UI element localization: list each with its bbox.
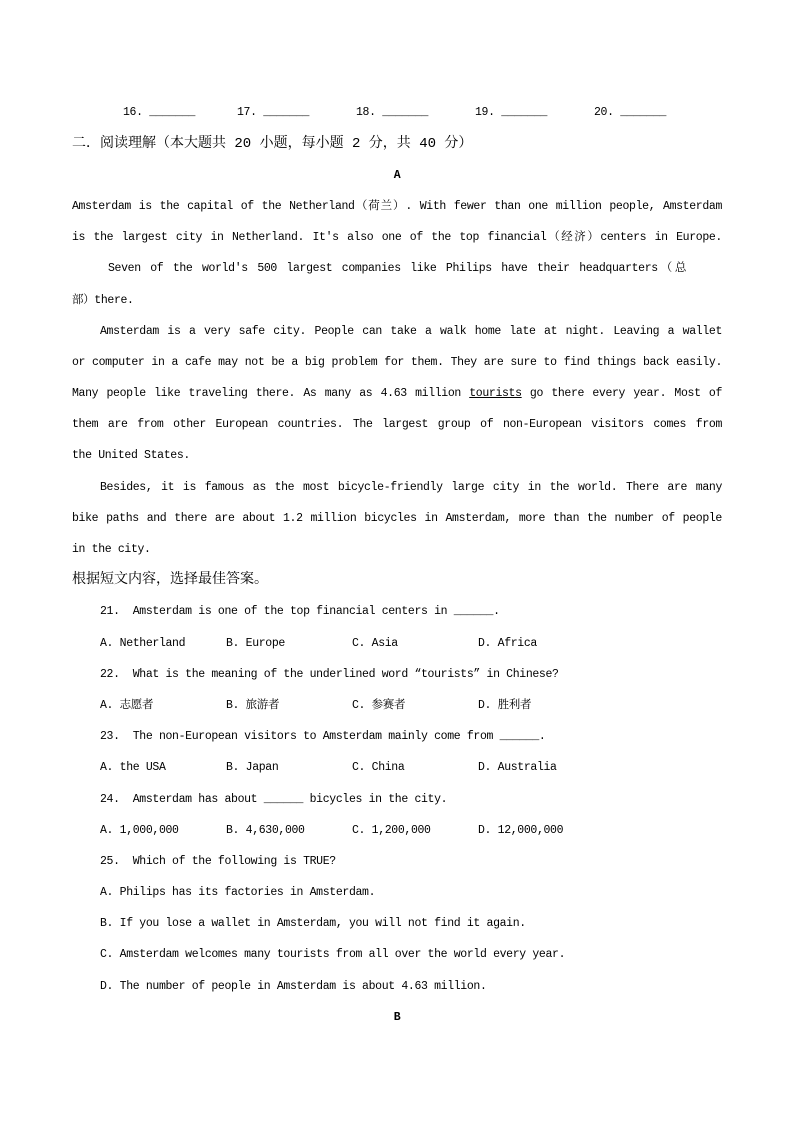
exam-page [0,97,794,1033]
option-21-b: B. Europe [226,636,285,650]
passage-line: or computer in a cafe may not be a big problem for them. They are sure to find things back easily. [72,355,722,369]
underlined-word: tourists [469,387,522,401]
option-21-d: D. Africa [478,636,537,650]
options-row-24 [0,815,794,846]
option-24-c: C. 1,200,000 [352,823,431,837]
options-row-22 [0,690,794,721]
option-22-a: A. 志愿者 [100,698,154,712]
option-23-c: C. China [352,761,405,775]
option-23-b: B. Japan [226,761,279,775]
question-stem-24: 24. Amsterdam has about ______ bicycles in the city. [100,792,448,806]
passage-line [72,378,722,409]
passage-line: Amsterdam is a very safe city. People can take a walk home late at night. Leaving a wallet [100,324,722,338]
option-24-a: A. 1,000,000 [100,823,179,837]
passage-line: Amsterdam is the capital of the Netherland（荷兰）. With fewer than one million people, Amsterdam [72,199,722,213]
passage-line: Seven of the world's 500 largest companies like Philips have their headquarters（总 [108,262,686,276]
passage-line: in the city. [72,543,151,557]
next-passage-label: B [393,1010,401,1024]
question-stem-21: 21. Amsterdam is one of the top financial centers in ______. [100,605,500,619]
passage-line: the United States. [72,449,190,463]
option-22-d: D. 胜利者 [478,698,532,712]
answer-blank-19: 19. _______ [475,106,548,120]
question-stem-22: 22. What is the meaning of the underlined word “tourists” in Chinese? [100,667,559,681]
answer-blanks-row [0,97,794,128]
answer-blank-20: 20. _______ [594,106,667,120]
option-23-d: D. Australia [478,761,557,775]
option-24-d: D. 12,000,000 [478,823,564,837]
passage-line: Besides, it is famous as the most bicycle-friendly large city in the world. There are many [100,480,722,494]
passage-line: bike paths and there are about 1.2 million bicycles in Amsterdam, more than the number of people [72,511,722,525]
answer-blank-16: 16. _______ [123,106,196,120]
option-21-c: C. Asia [352,636,398,650]
passage-label: A [393,168,401,182]
passage-text: go there every year. Most of [521,387,722,401]
option-25-c: C. Amsterdam welcomes many tourists from all over the world every year. [100,948,566,962]
option-25-d: D. The number of people in Amsterdam is about 4.63 million. [100,979,487,993]
instruction-text: 根据短文内容，选择最佳答案。 [72,572,268,589]
passage-line: 部）there. [72,293,134,307]
passage-text: Many people like traveling there. As many as 4.63 million [72,387,470,401]
option-24-b: B. 4,630,000 [226,823,305,837]
option-22-c: C. 参赛者 [352,698,406,712]
options-row-23 [0,752,794,783]
option-25-b: B. If you lose a wallet in Amsterdam, you will not find it again. [100,917,526,931]
passage-line: them are from other European countries. The largest group of non-European visitors comes from [72,418,722,432]
options-row-21 [0,628,794,659]
question-stem-25: 25. Which of the following is TRUE? [100,854,336,868]
question-stem-23: 23. The non-European visitors to Amsterdam mainly come from ______. [100,730,546,744]
answer-blank-18: 18. _______ [356,106,429,120]
option-22-b: B. 旅游者 [226,698,280,712]
option-21-a: A. Netherland [100,636,186,650]
passage-line: is the largest city in Netherland. It's also one of the top financial（经济）centers in Europe. [72,231,722,245]
option-25-a: A. Philips has its factories in Amsterdam. [100,886,376,900]
section-heading: 二．阅读理解（本大题共 20 小题，每小题 2 分，共 40 分） [72,135,473,152]
option-23-a: A. the USA [100,761,166,775]
answer-blank-17: 17. _______ [237,106,310,120]
